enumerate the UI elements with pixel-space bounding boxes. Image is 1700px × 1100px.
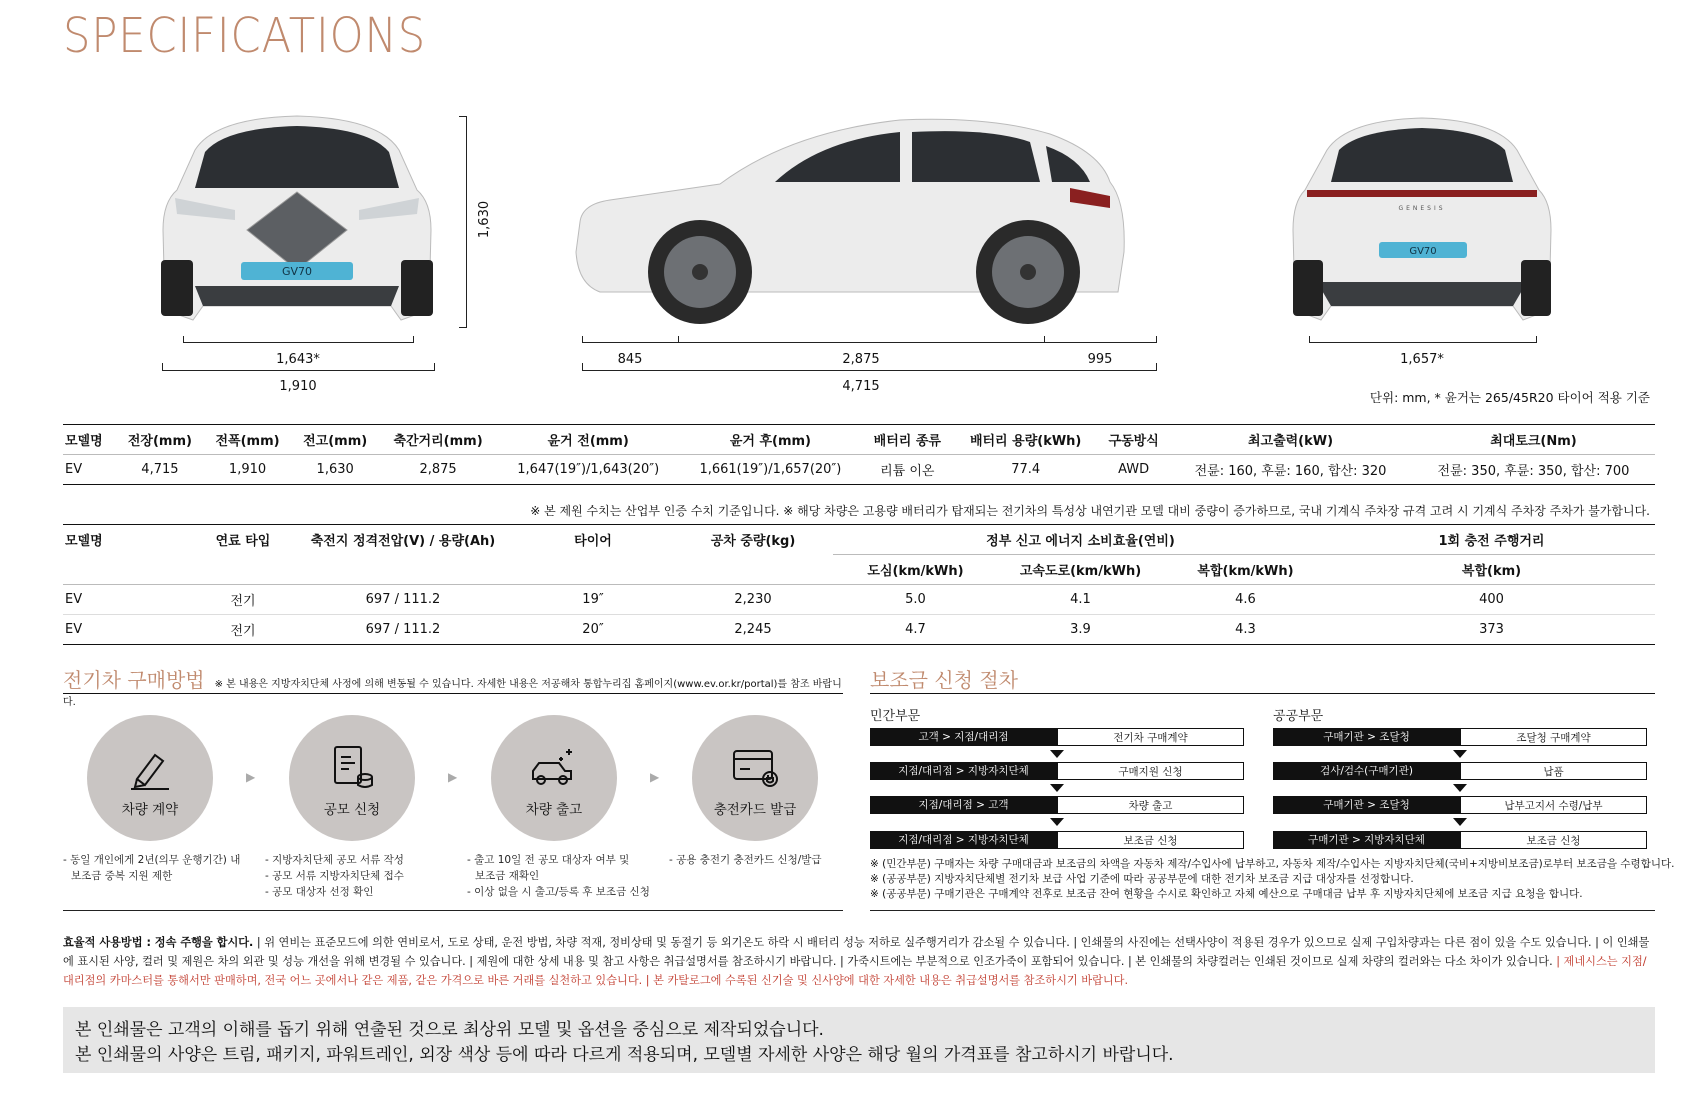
table-cell: 4.7 — [833, 615, 998, 645]
table-header: 최고출력(kW) — [1169, 425, 1412, 455]
front-track-dimension: 1,643* — [276, 352, 320, 367]
subsidy-title: 보조금 신청 절차 — [870, 668, 1018, 692]
table-cell: 373 — [1328, 615, 1655, 645]
table-cell: 1,630 — [291, 455, 379, 485]
unit-note: 단위: mm, * 윤거는 265/45R20 타이어 적용 기준 — [1369, 390, 1650, 405]
table-cell: 2,245 — [673, 615, 833, 645]
pen-sign-icon — [125, 743, 175, 793]
table-cell: 3.9 — [998, 615, 1163, 645]
private-step-action: 전기차 구매계약 — [1057, 728, 1244, 746]
table-subheader: 도심(km/kWh) — [833, 555, 998, 585]
purchase-title: 전기차 구매방법 — [63, 668, 205, 692]
private-step-actor: 고객 > 지점/대리점 — [870, 728, 1057, 746]
public-step-action: 납부고지서 수령/납부 — [1460, 796, 1647, 814]
private-step-action: 보조금 신청 — [1057, 831, 1244, 849]
table-cell: 리튬 이온 — [862, 455, 954, 485]
table-header: 배터리 종류 — [862, 425, 954, 455]
rear-track-dimension: 1,657* — [1400, 352, 1444, 367]
chevron-right-icon: ▶ — [650, 770, 660, 784]
subsidy-header — [870, 664, 1655, 694]
table-row — [63, 455, 1655, 485]
purchase-header — [63, 664, 843, 708]
public-step-actor: 구매기관 > 지방자치단체 — [1273, 831, 1460, 849]
table-cell: 77.4 — [953, 455, 1098, 485]
spec-table — [63, 424, 1655, 485]
table-cell: EV — [63, 455, 116, 485]
efficiency-red-text: | 제네시스는 지점/대리점의 카마스터를 통해서만 판매하며, 전국 어느 곳에서나 같은 제품, 같은 가격으로 바른 거래를 실천하고 있습니다. | 본 카탈로그에 수록된 신기술 및 신사양에 대한 자세한 내용은 취급설명서를 참조하시기 바랍니다. — [63, 955, 1647, 987]
front-overhang-dimension: 845 — [617, 352, 643, 367]
private-title: 민간부문 — [870, 709, 921, 724]
table-cell: 697 / 111.2 — [293, 585, 513, 615]
table-cell: EV — [63, 615, 193, 645]
spec-note: ※ 본 제원 수치는 산업부 인증 수치 기준입니다. ※ 해당 차량은 고용량 배터리가 탑재되는 전기차의 특성상 내연기관 모델 대비 중량이 증가하므로, 국내 기계식 주차장 규격 고려 시 기계식 주차장 주차가 불가합니다. — [530, 504, 1650, 518]
private-step-actor: 지점/대리점 > 지방자치단체 — [870, 831, 1057, 849]
table-header: 1회 충전 주행거리 — [1328, 525, 1655, 555]
table-cell: 1,910 — [204, 455, 292, 485]
step-card-desc: - 공용 충전기 충전카드 신청/발급 — [669, 854, 822, 866]
table-cell: 20″ — [513, 615, 673, 645]
table-cell: 4.3 — [1163, 615, 1328, 645]
table-cell: 전륜: 350, 후륜: 350, 합산: 700 — [1412, 455, 1655, 485]
efficiency-bold: 효율적 사용방법 : 정속 주행을 합시다. — [63, 936, 254, 949]
table-header: 전폭(mm) — [204, 425, 292, 455]
table-cell: 1,647(19″)/1,643(20″) — [497, 455, 679, 485]
disclaimer-line: 본 인쇄물은 고객의 이해를 돕기 위해 연출된 것으로 최상위 모델 및 옵션을 중심으로 제작되었습니다. — [75, 1020, 824, 1040]
table-cell: EV — [63, 585, 193, 615]
length-dimension: 4,715 — [842, 379, 880, 394]
table-cell: 1,661(19″)/1,657(20″) — [679, 455, 861, 485]
table-header: 축간거리(mm) — [379, 425, 497, 455]
table-cell: 5.0 — [833, 585, 998, 615]
chevron-right-icon: ▶ — [246, 770, 256, 784]
table-subheader: 복합(km/kWh) — [1163, 555, 1328, 585]
step-delivery-desc: - 출고 10일 전 공모 대상자 여부 및 보조금 재확인 - 이상 없을 시 출고/등록 후 보조금 신청 — [467, 854, 650, 898]
table-header: 연료 타입 — [215, 534, 271, 550]
height-dimension: 1,630 — [477, 200, 493, 239]
energy-table — [63, 524, 1655, 645]
table-cell: 19″ — [513, 585, 673, 615]
table-cell: 전기 — [193, 615, 293, 645]
table-cell: 2,875 — [379, 455, 497, 485]
public-step-action: 납품 — [1460, 762, 1647, 780]
subsidy-note: ※ (공공부문) 구매기관은 구매계약 전후로 보조금 잔여 현황을 수시로 확인하고 자체 예산으로 구매대금 납부 후 지방자치단체에 보조금 지급 요청을 합니다. — [870, 888, 1583, 900]
table-header: 모델명 — [65, 534, 103, 550]
subsidy-note: ※ (공공부문) 지방자치단체별 전기차 보급 사업 기준에 따라 공공부문에 대한 전기차 보조금 지급 대상자를 선정합니다. — [870, 873, 1414, 885]
step-contract: 차량 계약 — [87, 715, 213, 841]
table-header: 전고(mm) — [291, 425, 379, 455]
table-header: 축전지 정격전압(V) / 용량(Ah) — [310, 534, 496, 550]
chevron-right-icon: ▶ — [448, 770, 458, 784]
page-title: SPECIFICATIONS — [63, 8, 427, 64]
table-header: 공차 중량(kg) — [710, 534, 796, 550]
rear-overhang-dimension: 995 — [1087, 352, 1113, 367]
step-contract-desc: - 동일 개인에게 2년(의무 운행기간) 내 보조금 중복 지원 제한 — [63, 854, 241, 882]
disclaimer-box — [63, 1007, 1655, 1073]
car-rear-image — [1287, 110, 1557, 330]
subsidy-note: ※ (민간부문) 구매자는 차량 구매대금과 보조금의 차액을 자동차 제작/수입사에 납부하고, 자동차 제작/수입사는 지방자치단체(국비+지방비보조금)로부터 보조금을 수령합니다. — [870, 858, 1675, 870]
table-subheader: 고속도로(km/kWh) — [998, 555, 1163, 585]
table-header: 정부 신고 에너지 소비효율(연비) — [833, 525, 1328, 555]
private-step-actor: 지점/대리점 > 고객 — [870, 796, 1057, 814]
public-step-actor: 구매기관 > 조달청 — [1273, 796, 1460, 814]
badge-text: GV70 — [281, 265, 313, 278]
public-step-actor: 검사/검수(구매기관) — [1273, 762, 1460, 780]
step-card: 충전카드 발급 — [692, 715, 818, 841]
public-step-action: 보조금 신청 — [1460, 831, 1647, 849]
wheelbase-dimension: 2,875 — [842, 352, 880, 367]
table-header: 모델명 — [63, 425, 116, 455]
table-cell: 4.6 — [1163, 585, 1328, 615]
table-header: 윤거 전(mm) — [497, 425, 679, 455]
table-cell: 400 — [1328, 585, 1655, 615]
purchase-note: ※ 본 내용은 지방자치단체 사정에 의해 변동될 수 있습니다. 자세한 내용은 저공해차 통합누리집 홈페이지(www.ev.or.kr/portal)를 참조 바랍니다. — [63, 679, 842, 708]
document-coins-icon — [327, 743, 377, 793]
charge-card-icon — [730, 743, 780, 793]
table-row — [63, 615, 1655, 645]
table-header: 구동방식 — [1098, 425, 1169, 455]
public-step-actor: 구매기관 > 조달청 — [1273, 728, 1460, 746]
table-cell: 2,230 — [673, 585, 833, 615]
table-cell: 전륜: 160, 후륜: 160, 합산: 320 — [1169, 455, 1412, 485]
car-side-image — [570, 112, 1180, 327]
private-step-actor: 지점/대리점 > 지방자치단체 — [870, 762, 1057, 780]
table-header: 전장(mm) — [116, 425, 204, 455]
private-step-action: 차량 출고 — [1057, 796, 1244, 814]
table-cell: 전기 — [193, 585, 293, 615]
private-step-action: 구매지원 신청 — [1057, 762, 1244, 780]
public-step-action: 조달청 구매계약 — [1460, 728, 1647, 746]
disclaimer-line: 본 인쇄물의 사양은 트림, 패키지, 파워트레인, 외장 색상 등에 따라 다르게 적용되며, 모델별 자세한 사양은 해당 월의 가격표를 참고하시기 바랍니다. — [75, 1045, 1174, 1065]
rear-emblem-text: GENESIS — [1398, 205, 1446, 212]
public-title: 공공부문 — [1273, 709, 1324, 724]
table-header: 배터리 용량(kWh) — [953, 425, 1098, 455]
car-front-image — [155, 110, 440, 330]
table-cell: 697 / 111.2 — [293, 615, 513, 645]
svg-text:GV70: GV70 — [1409, 246, 1437, 257]
efficiency-text: | 위 연비는 표준모드에 의한 연비로서, 도로 상태, 운전 방법, 차량 적재, 정비상태 및 동절기 등 외기온도 하락 시 배터리 성능 저하로 실주행거리가 감소될 수 있습니다. | 인쇄물의 사진에는 선택사양이 적용된 경우가 있으므로 실제 구입차량과는 다른 점이 있을 수도 있습니다. | 이 인쇄물에 표시된 사양, 컬러 및 제원은 차의 외관 및 성능 개선을 위해 변경될 수 있습니다. | 제원에 대한 상세 내용 및 참고 사항은 취급설명서를 참조하시기 바랍니다. | 가죽시트에는 부분적으로 인조가죽이 포함되어 있습니다. | 본 인쇄물의 차량컬러는 인쇄된 것이므로 실제 차량의 컬러와는 다소 차이가 있습니다. — [63, 936, 1650, 968]
table-cell: 4,715 — [116, 455, 204, 485]
table-row — [63, 585, 1655, 615]
efficiency-notes — [63, 933, 1655, 990]
table-cell: AWD — [1098, 455, 1169, 485]
table-header: 타이어 — [574, 534, 612, 550]
step-application: 공모 신청 — [289, 715, 415, 841]
table-cell: 4.1 — [998, 585, 1163, 615]
table-header: 최대토크(Nm) — [1412, 425, 1655, 455]
step-application-desc: - 지방자치단체 공모 서류 작성 - 공모 서류 지방자치단체 접수 - 공모 대상자 선정 확인 — [265, 854, 404, 898]
width-dimension: 1,910 — [279, 379, 317, 394]
car-sparkle-icon — [529, 743, 579, 793]
table-subheader: 복합(km) — [1328, 555, 1655, 585]
table-header: 윤거 후(mm) — [679, 425, 861, 455]
step-delivery: 차량 출고 — [491, 715, 617, 841]
